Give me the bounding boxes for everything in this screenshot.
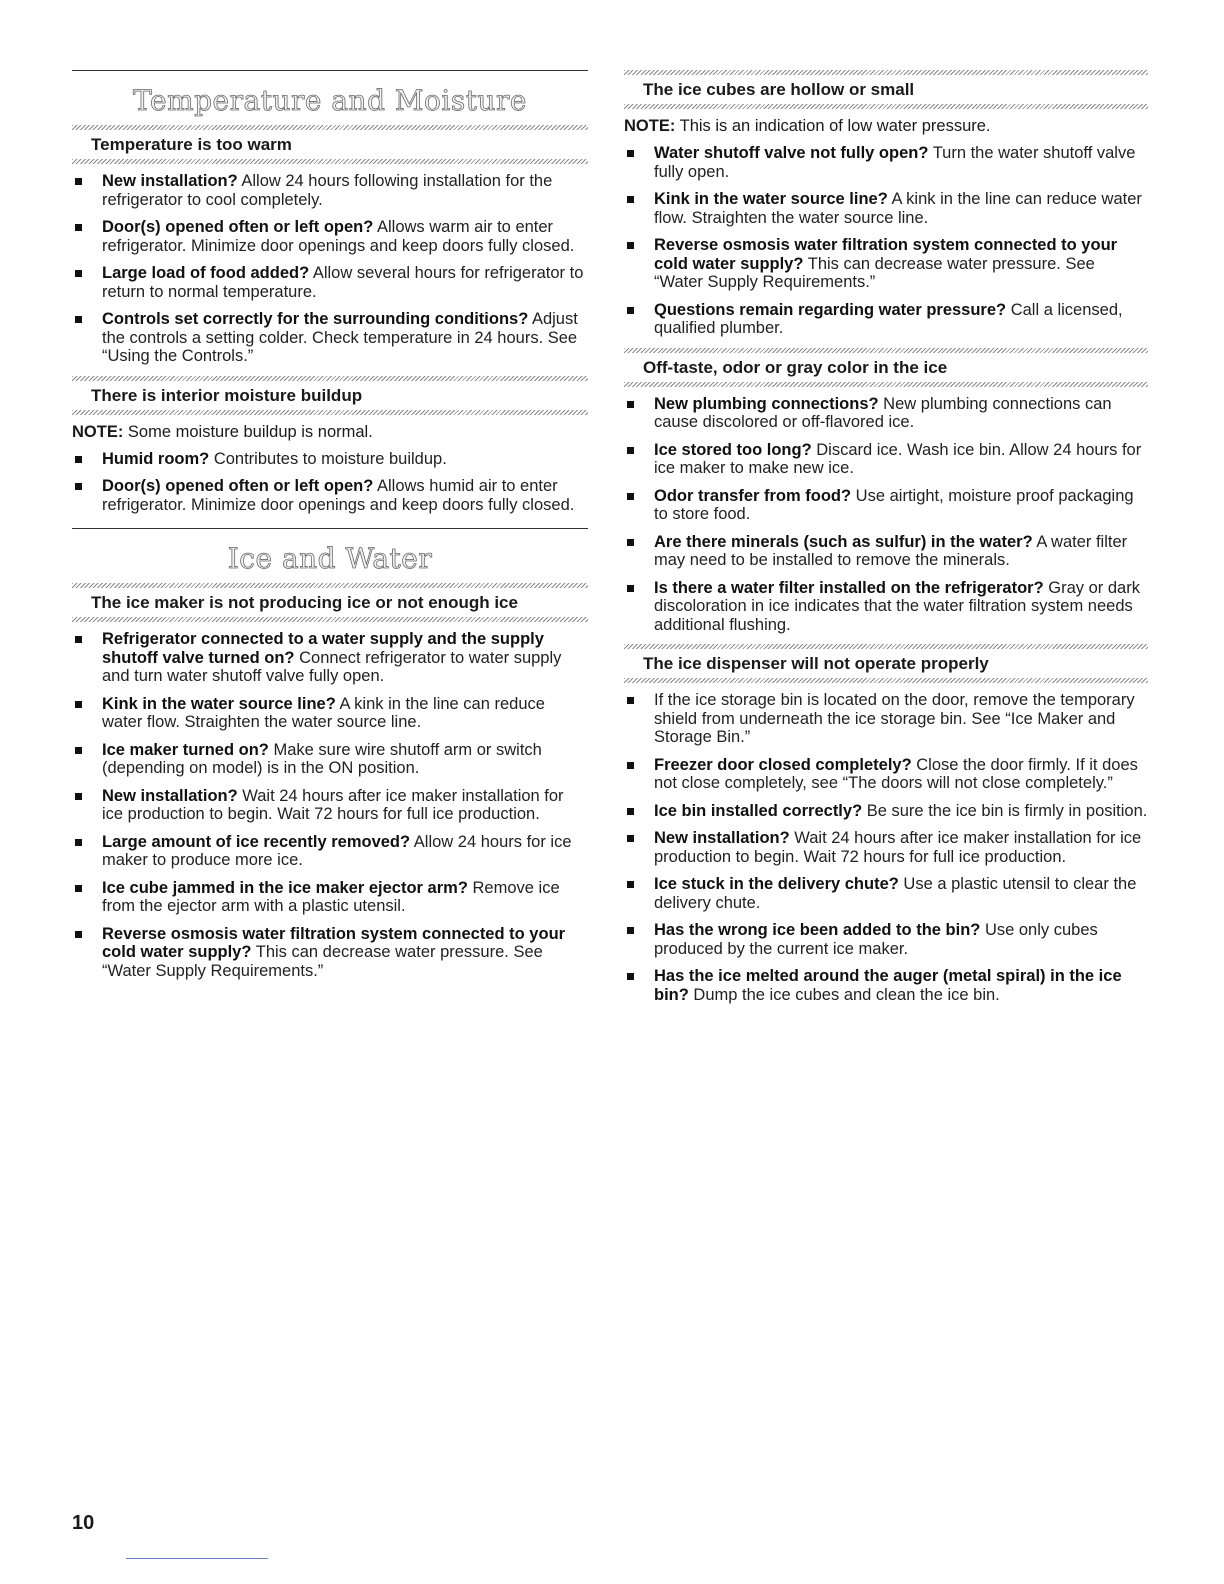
- subsection-interior-moisture: [72, 376, 588, 515]
- list-item: Water shutoff valve not fully open? Turn the water shutoff valve fully open.: [624, 144, 1148, 181]
- list-item: Kink in the water source line? A kink in the line can reduce water flow. Straighten the water source line.: [624, 190, 1148, 227]
- list-item: Humid room? Contributes to moisture buildup.: [72, 450, 588, 469]
- list-item: Ice stored too long? Discard ice. Wash ice bin. Allow 24 hours for ice maker to make new ice.: [624, 441, 1148, 478]
- subsection-heading: The ice maker is not producing ice or not enough ice: [91, 593, 518, 612]
- list-item: Ice bin installed correctly? Be sure the ice bin is firmly in position.: [624, 802, 1148, 821]
- subsection-ice-cubes-hollow: [624, 70, 1148, 338]
- list-item: Are there minerals (such as sulfur) in the water? A water filter may need to be installed to remove the minerals.: [624, 533, 1148, 570]
- list-item: Door(s) opened often or left open? Allows warm air to enter refrigerator. Minimize door openings and keep doors fully closed.: [72, 218, 588, 255]
- item-list: [72, 450, 588, 515]
- section-rule: [72, 70, 588, 71]
- list-item: Reverse osmosis water filtration system connected to your cold water supply? This can decrease water pressure. See “Water Supply Requirements.”: [72, 925, 588, 981]
- list-item: New installation? Allow 24 hours following installation for the refrigerator to cool completely.: [72, 172, 588, 209]
- section-rule: [72, 528, 588, 529]
- subsection-heading: Off-taste, odor or gray color in the ice: [643, 357, 948, 377]
- item-list: [72, 630, 588, 980]
- list-item: Ice maker turned on? Make sure wire shutoff arm or switch (depending on model) is in the ON position.: [72, 741, 588, 778]
- note: NOTE: This is an indication of low water pressure.: [624, 117, 991, 135]
- hatch-divider: [72, 410, 588, 415]
- list-item: Large amount of ice recently removed? Allow 24 hours for ice maker to produce more ice.: [72, 833, 588, 870]
- hatch-divider: [624, 382, 1148, 387]
- subsection-heading: The ice cubes are hollow or small: [643, 80, 915, 99]
- list-item: Ice cube jammed in the ice maker ejector arm? Remove ice from the ejector arm with a plastic utensil.: [72, 879, 588, 916]
- list-item: Odor transfer from food? Use airtight, moisture proof packaging to store food.: [624, 487, 1148, 524]
- item-list: [624, 691, 1148, 1004]
- item-list: [624, 395, 1148, 635]
- page-number: 10: [72, 1512, 95, 1534]
- list-item: Door(s) opened often or left open? Allows humid air to enter refrigerator. Minimize door openings and keep doors fully closed.: [72, 477, 588, 514]
- list-item: Kink in the water source line? A kink in the line can reduce water flow. Straighten the water source line.: [72, 695, 588, 732]
- item-list: [624, 144, 1148, 338]
- subsection-off-taste: [624, 348, 1148, 635]
- footer-line: [126, 1558, 268, 1559]
- subsection-heading: Temperature is too warm: [91, 135, 292, 154]
- subsection-heading: There is interior moisture buildup: [91, 385, 363, 405]
- list-item: Has the ice melted around the auger (metal spiral) in the ice bin? Dump the ice cubes and clean the ice bin.: [624, 967, 1148, 1004]
- list-item: Large load of food added? Allow several hours for refrigerator to return to normal temperature.: [72, 264, 588, 301]
- list-item: Controls set correctly for the surrounding conditions? Adjust the controls a setting colder. Check temperature in 24 hours. See “Using the Controls.”: [72, 310, 588, 366]
- subsection-ice-dispenser: [624, 644, 1148, 1004]
- list-item: New installation? Wait 24 hours after ice maker installation for ice production to begin. Wait 72 hours for full ice production.: [72, 787, 588, 824]
- subsection-ice-maker-not-producing: [72, 583, 588, 980]
- left-column: [72, 70, 588, 990]
- section-title-ice-water: Ice and Water: [227, 542, 433, 575]
- hatch-divider: [72, 159, 588, 164]
- list-item: If the ice storage bin is located on the door, remove the temporary shield from underneath the ice storage bin. See “Ice Maker and Storage Bin.”: [624, 691, 1148, 747]
- list-item: Is there a water filter installed on the refrigerator? Gray or dark discoloration in ice indicates that the water filtration system needs additional flushing.: [624, 579, 1148, 635]
- list-item: Reverse osmosis water filtration system connected to your cold water supply? This can decrease water pressure. See “Water Supply Requirements.”: [624, 236, 1148, 292]
- subsection-heading: The ice dispenser will not operate properly: [643, 654, 989, 673]
- list-item: New installation? Wait 24 hours after ice maker installation for ice production to begin. Wait 72 hours for full ice production.: [624, 829, 1148, 866]
- list-item: Freezer door closed completely? Close the door firmly. If it does not close completely, see “The doors will not close completely.”: [624, 756, 1148, 793]
- list-item: Ice stuck in the delivery chute? Use a plastic utensil to clear the delivery chute.: [624, 875, 1148, 912]
- item-list: [72, 172, 588, 366]
- note: NOTE: Some moisture buildup is normal.: [72, 422, 373, 441]
- list-item: Has the wrong ice been added to the bin? Use only cubes produced by the current ice maker.: [624, 921, 1148, 958]
- subsection-temperature-too-warm: [72, 125, 588, 366]
- section-title-temperature: Temperature and Moisture: [133, 84, 527, 117]
- hatch-divider: [72, 617, 588, 622]
- hatch-divider: [624, 104, 1148, 109]
- list-item: New plumbing connections? New plumbing connections can cause discolored or off-flavored ice.: [624, 395, 1148, 432]
- right-column: [624, 70, 1148, 1014]
- list-item: Refrigerator connected to a water supply and the supply shutoff valve turned on? Connect refrigerator to water supply and turn water shutoff valve fully open.: [72, 630, 588, 686]
- hatch-divider: [624, 678, 1148, 683]
- list-item: Questions remain regarding water pressure? Call a licensed, qualified plumber.: [624, 301, 1148, 338]
